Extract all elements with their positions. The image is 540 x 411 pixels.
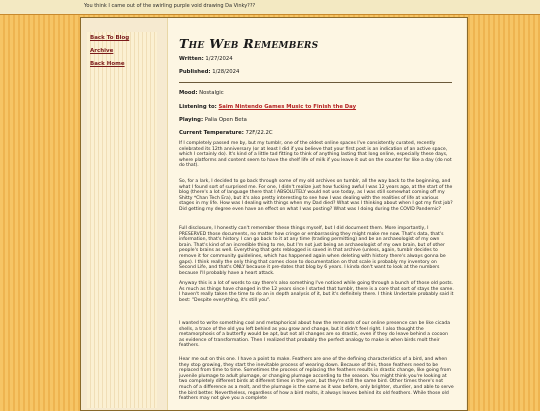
mood-value: Nostalgic — [199, 90, 224, 96]
top-bar — [0, 0, 540, 15]
post-paragraph: If I completely passed me by, but my tumblr, one of the oldest online spaces I've consistently curated, recently celebrated its 12th anniversary (or at least I did if you believe that your first post is an indication of an active space, which I certainly do). It's kind of a little tad fitting to think of anything lasting that long online, especially these days, where platforms and content seem to have the shelf life of milk if you leave it out on the counter for like a day (do not do that). — [179, 141, 452, 169]
listening-link[interactable]: Saim Nintendo Games Music to Finish the Day — [218, 104, 357, 110]
published-date — [179, 69, 239, 75]
temperature-value: 72F/22.2C — [245, 130, 273, 136]
written-label: Written: — [179, 56, 204, 62]
page-frame — [80, 17, 468, 411]
top-bar-message: You think I came out of the swirling purple void drawing Da Vinky??? — [84, 3, 256, 9]
divider-top — [179, 82, 452, 83]
post-paragraph: I wanted to write something cool and metaphorical about how the remnants of our online presence can be like cicada shells, a trace of the old you left behind as you grow and change, but it didn't feel right. I also thought the metamorphosis of a butterfly would be apt, but not all changes are so drastic, even if they do leave behind a cocoon as evidence of transformation. Then I realized that probably the perfect analogy to make is when birds molt their feathers. — [179, 321, 451, 349]
back-to-blog-link[interactable]: Back To Blog — [90, 35, 130, 41]
sidebar — [87, 32, 157, 408]
temperature-label: Current Temperature: — [179, 130, 244, 136]
mood-label: Mood: — [179, 90, 198, 96]
listening-line — [179, 104, 356, 110]
back-home-link[interactable]: Back Home — [90, 61, 125, 67]
mood-line — [179, 90, 224, 96]
temperature-line — [179, 130, 273, 136]
listening-label: Listening to: — [179, 104, 217, 110]
published-value: 1/28/2024 — [212, 69, 240, 75]
written-value: 1/27/2024 — [205, 56, 233, 62]
published-label: Published: — [179, 69, 211, 75]
playing-line — [179, 117, 247, 123]
post-paragraph: Full disclosure, I honestly can't remember these things myself, but I did document them. More importantly, I PRESERVED those documents, no matter how cringe or embarrassing they might make me now. That's data, that's information, that's history. I can go back to it at any time (trading permitting) and be an archaeologist of my own brain. That's kind of an incredible thing to me, but I'm not just being an archaeologist of my own brain, but of other people's brains as well. Everything that gets reblogged is saved in that archive (unless, again, tumblr decides to remove it for community guidelines, which has happened again when deleting with history there's always gonna be gaps). I think really the only thing that comes close to documentation on that scale is probably my inventory on Second Life, and that's ONLY because it pre-dates that blog by 6 years. I kinda don't want to look at the numbers because I'll probably have a heart attack. — [179, 226, 446, 276]
post-paragraph: Hear me out on this one. I have a point to make. Feathers are one of the defining characteristics of a bird, and when they stop growing, they start the inevitable process of wearing down. Because of this, those feathers need to be replaced from time to time. Sometimes the process of replacing the feathers results in drastic change, like going from juvenile plumage to adult plumage, or changing plumage according to the season. You might think you're looking at two completely different birds at different times in the year, but they're still the same bird. Other times there's not much of a difference as a molt, and the plumage is the same as it was before, only brighter, sturdier, and able to serve the bird better. Nevertheless, regardless of how a bird molts, it always leaves behind its old feathers. While those old feathers may not give you a complete — [179, 357, 454, 402]
post-content — [167, 18, 466, 410]
archive-link[interactable]: Archive — [90, 48, 114, 54]
playing-label: Playing: — [179, 117, 204, 123]
post-paragraph: Anyway this is a lot of words to say there's also something I've noticed while going through a bunch of those old posts. As much as things have changed in the 12 years since I started that tumblr, there is a core that sort of stays the same. I haven't really taken the time to do an in depth analysis of it, but it's definitely there. I think Undertale probably said it best: "Despite everything, it's still you". — [179, 281, 454, 303]
playing-value: Palia Open Beta — [204, 117, 247, 123]
written-date — [179, 56, 233, 62]
post-title: The Web Remembers — [179, 36, 319, 51]
post-paragraph: So, for a lark, I decided to go back through some of my old archives on tumblr, all the way back to the beginning, and what I found sort of surprised me. For one, I didn't realize just how fucking awful I was 12 years ago, at the start of the blog (there's a lot of language there that I ABSOLUTELY would not use today, as I was still somewhat coming off my Shitty *Chan Tech Era), but it's also pretty interesting to see how I was dealing with the realities of life at various stages in my life. How was I dealing with things when my Dad died? What was I thinking about when I got my first job? Did getting my degree even have an effect on what I was posting? What was I doing during the COVID Pandemic? — [179, 179, 453, 212]
